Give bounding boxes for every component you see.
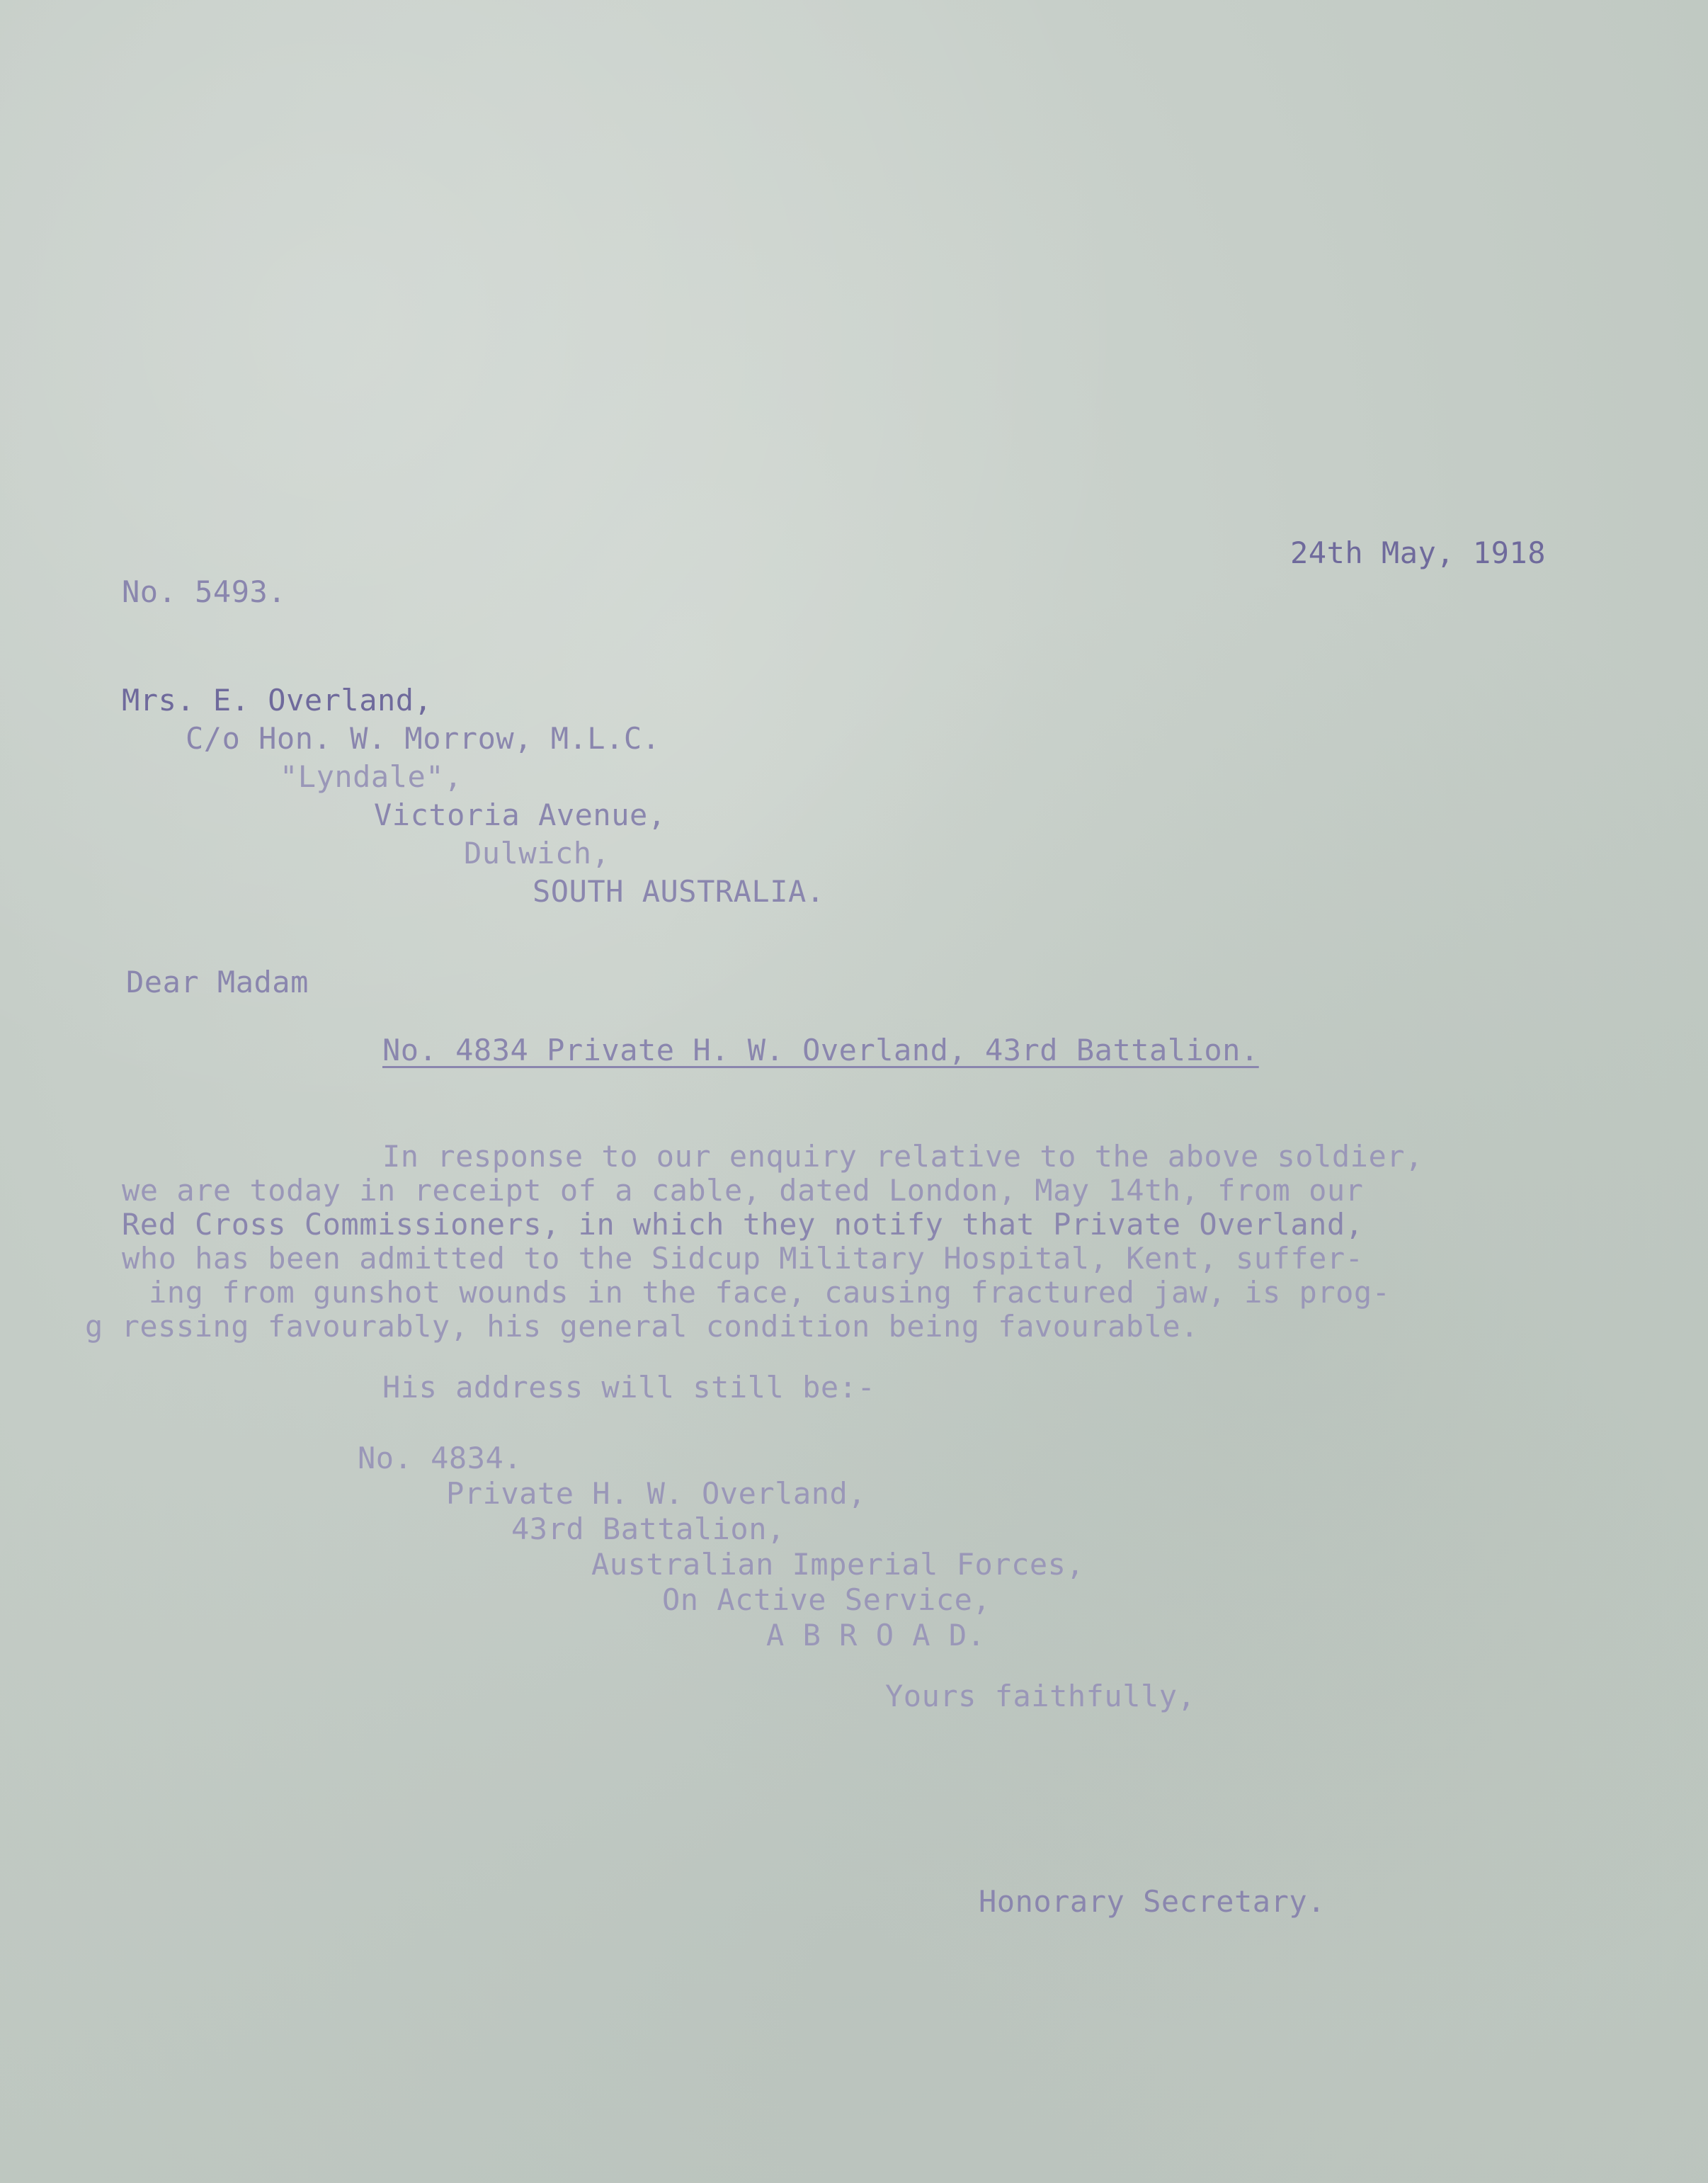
subject-line: No. 4834 Private H. W. Overland, 43rd Battalion.	[382, 1033, 1259, 1067]
address-line: Dulwich,	[464, 836, 610, 871]
address-line: Victoria Avenue,	[374, 798, 666, 832]
soldier-address-line: On Active Service,	[662, 1582, 991, 1617]
body-line: we are today in receipt of a cable, dated London, May 14th, from our	[122, 1173, 1364, 1208]
letter-date: 24th May, 1918	[1290, 535, 1547, 570]
soldier-address-line: Private H. W. Overland,	[446, 1476, 867, 1511]
salutation: Dear Madam	[126, 965, 309, 999]
soldier-address-line: 43rd Battalion,	[511, 1512, 785, 1546]
address-intro: His address will still be:-	[382, 1370, 876, 1405]
body-line: g ressing favourably, his general condition being favourable.	[85, 1309, 1199, 1344]
soldier-address-line: Australian Imperial Forces,	[591, 1547, 1085, 1582]
signatory-title: Honorary Secretary.	[979, 1884, 1326, 1919]
address-line: C/o Hon. W. Morrow, M.L.C.	[186, 721, 661, 756]
soldier-address-line: No. 4834.	[358, 1441, 523, 1475]
address-line: "Lyndale",	[280, 759, 462, 794]
body-line: Red Cross Commissioners, in which they notify that Private Overland,	[122, 1207, 1364, 1242]
address-line: Mrs. E. Overland,	[122, 683, 433, 718]
address-line: SOUTH AUSTRALIA.	[533, 874, 825, 909]
body-line: In response to our enquiry relative to the above soldier,	[382, 1139, 1423, 1174]
closing: Yours faithfully,	[885, 1679, 1196, 1713]
reference-number: No. 5493.	[122, 574, 287, 609]
soldier-address-line: A B R O A D.	[766, 1618, 986, 1652]
body-line: who has been admitted to the Sidcup Military Hospital, Kent, suffer-	[122, 1241, 1364, 1276]
body-line: ing from gunshot wounds in the face, causing fractured jaw, is prog-	[149, 1275, 1391, 1310]
